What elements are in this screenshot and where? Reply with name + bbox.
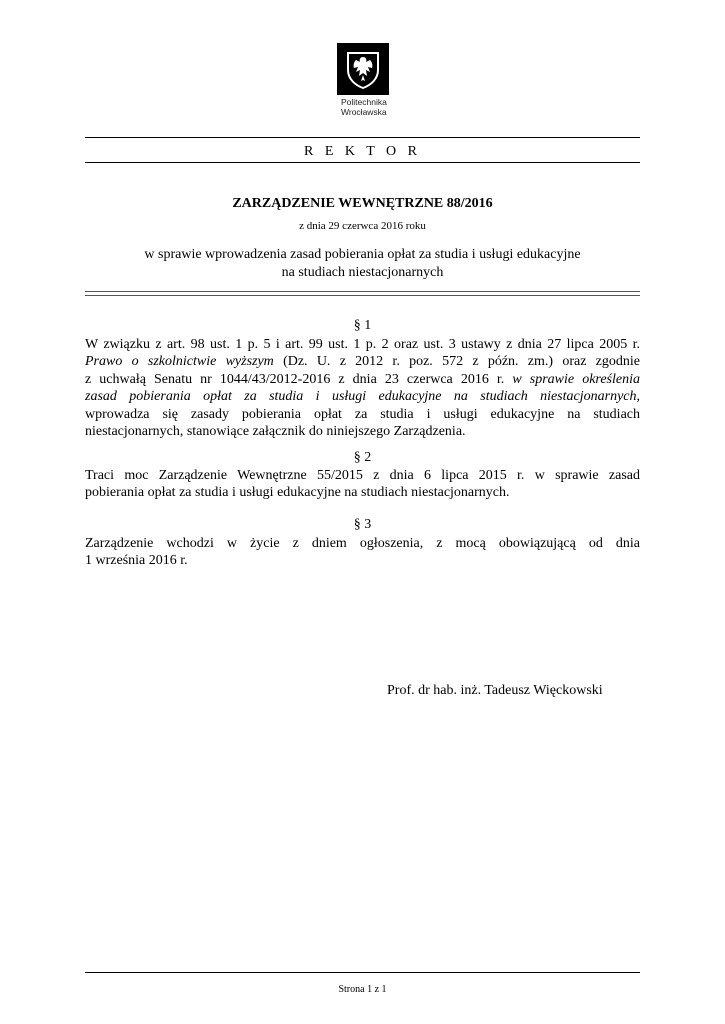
section-1-line bbox=[85, 406, 640, 423]
text-run: Traci moc Zarządzenie Wewnętrzne 55/2015 z dnia 6 lipca 2015 r. w sprawie zasad bbox=[85, 468, 640, 483]
resolution-title-italic: w sprawie określenia bbox=[512, 371, 640, 387]
section-3-text bbox=[85, 535, 640, 570]
text-run: niestacjonarnych, stanowiące załącznik do niniejszego Zarządzenia. bbox=[85, 424, 466, 440]
header-bottom-rule bbox=[85, 162, 640, 163]
section-1-line bbox=[85, 353, 640, 370]
section-1-line bbox=[85, 423, 640, 440]
section-3-line bbox=[85, 552, 640, 569]
section-2-line bbox=[85, 467, 640, 484]
section-2-mark: § 2 bbox=[353, 450, 372, 465]
section-1-mark: § 1 bbox=[353, 318, 372, 333]
university-name-line2: Wrocławska bbox=[341, 107, 387, 117]
text-run: pobierania opłat za studia i usługi edukacyjne na studiach niestacjonarnych. bbox=[85, 485, 510, 501]
section-3-line bbox=[85, 535, 640, 552]
document-title: ZARZĄDZENIE WEWNĘTRZNE 88/2016 bbox=[232, 196, 493, 211]
section-1-line bbox=[85, 388, 640, 405]
header-top-rule bbox=[85, 137, 640, 138]
footer-rule bbox=[85, 972, 640, 973]
section-1-text bbox=[85, 336, 640, 440]
signature: Prof. dr hab. inż. Tadeusz Więckowski bbox=[387, 683, 603, 698]
section-2-text bbox=[85, 467, 640, 502]
document-subject bbox=[120, 246, 605, 282]
document-date: z dnia 29 czerwca 2016 roku bbox=[299, 220, 426, 232]
section-1-line bbox=[85, 336, 640, 353]
header-title: R E K T O R bbox=[304, 144, 421, 159]
eagle-icon bbox=[337, 43, 389, 95]
university-name-line1: Politechnika bbox=[341, 97, 387, 107]
text-run: 1 września 2016 r. bbox=[85, 553, 188, 569]
resolution-title-italic: zasad pobierania opłat za studia i usługi edukacyjne na studiach niestacjonarnych bbox=[85, 389, 637, 405]
university-name bbox=[341, 97, 421, 117]
text-run: , bbox=[636, 389, 640, 405]
section-2-line bbox=[85, 484, 640, 501]
university-logo bbox=[337, 43, 389, 95]
text-run: (Dz. U. z 2012 r. poz. 572 z późn. zm.) oraz zgodnie bbox=[273, 354, 640, 370]
text-run: W związku z art. 98 ust. 1 p. 5 i art. 99 ust. 1 p. 2 oraz ust. 3 ustawy z dnia 27 lipca 2005 r. bbox=[85, 337, 640, 352]
document-subject-line2: na studiach niestacjonarnych bbox=[281, 265, 444, 280]
text-run: wprowadza się zasady pobierania opłat za studia i usługi edukacyjne na studiach bbox=[85, 406, 640, 422]
section-3-mark: § 3 bbox=[353, 517, 372, 532]
section-1-line bbox=[85, 371, 640, 388]
title-double-rule bbox=[85, 291, 640, 296]
text-run: Zarządzenie wchodzi w życie z dniem ogłoszenia, z mocą obowiązującą od dnia bbox=[85, 536, 640, 551]
page-number: Strona 1 z 1 bbox=[338, 984, 387, 995]
text-run: z uchwałą Senatu nr 1044/43/2012-2016 z dnia 23 czerwca 2016 r. bbox=[85, 371, 513, 387]
document-subject-line1: w sprawie wprowadzenia zasad pobierania opłat za studia i usługi edukacyjne bbox=[144, 247, 581, 262]
law-title-italic: Prawo o szkolnictwie wyższym bbox=[85, 354, 274, 370]
